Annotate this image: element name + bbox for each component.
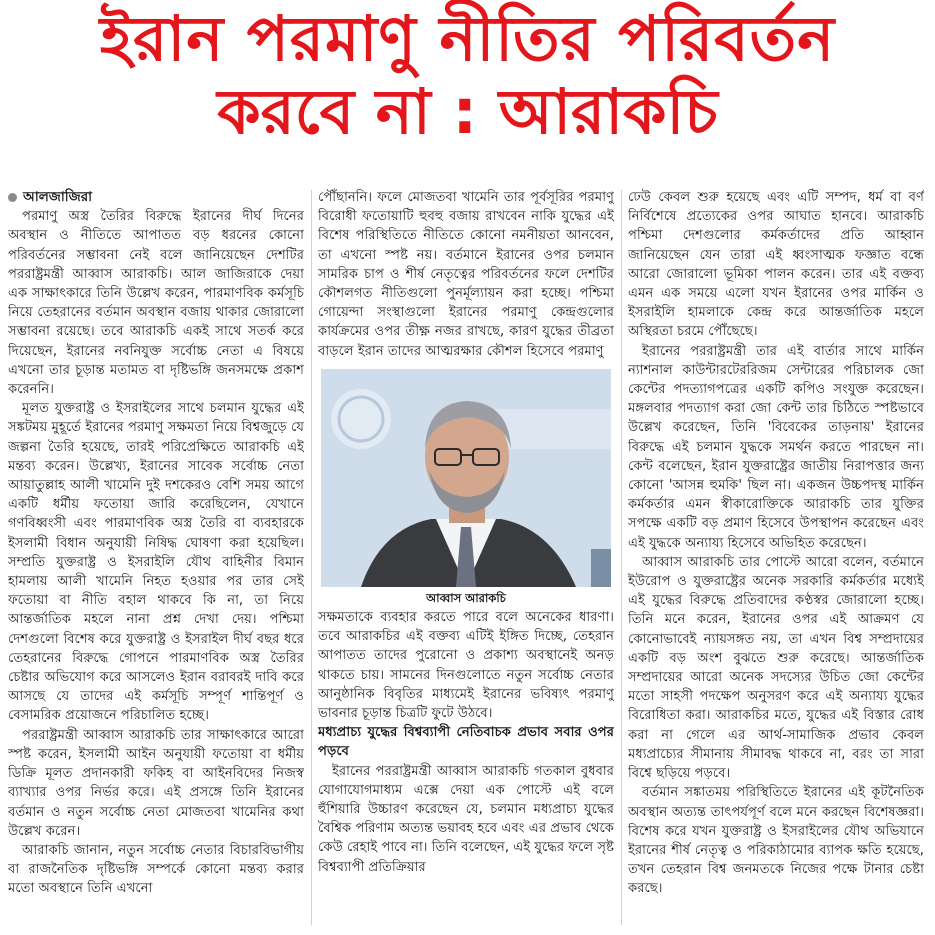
- paragraph: ইরানের পররাষ্ট্রমন্ত্রী তার এই বার্তার সাথে মার্কিন ন্যাশনাল কাউন্টারটেররিজম সেন্টারের পরিচালক জো কেন্টের পদত্যাগপত্রের একটি কপিও সংযুক্ত করেছেন। মঙ্গলবার পদত্যাগ করা জো কেন্ট তার চিঠিতে স্পষ্টভাবে উল্লেখ করেছেন, তিনি 'বিবেকের তাড়নায়' ইরানের বিরুদ্ধে এই চলমান যুদ্ধকে সমর্থন করতে পারছেন না। কেন্ট বলেছেন, ইরান যুক্তরাষ্ট্রের জাতীয় নিরাপত্তার জন্য কোনো 'আসন্ন হুমকি' ছিল না। একজন উচ্চপদস্থ মার্কিন কর্মকর্তার এমন স্বীকারোক্তিকে আরাকচি তার যুক্তির সপক্ষে একটি বড় প্রমাণ হিসেবে উপস্থাপন করেছেন এবং এই যুদ্ধকে অন্যায্য হিসেবে অভিহিত করেছেন।: [628, 343, 924, 551]
- paragraph: পৌঁছাননি। ফলে মোজতবা খামেনি তার পূর্বসূরির পরমাণু বিরোধী ফতোয়াটি হুবহু বজায় রাখবেন নাকি যুদ্ধের এই বিশেষ পরিস্থিতিতে নীতিতে কোনো নমনীয়তা আনবেন, তা এখনো স্পষ্ট নয়। বর্তমানে ইরানের ওপর চলমান সামরিক চাপ ও শীর্ষ নেতৃত্বের পরিবর্তনের ফলে দেশটির কৌশলগত নীতিগুলো পুনর্মূল্যায়ন করা হচ্ছে। পশ্চিমা গোয়েন্দা সংস্থাগুলো ইরানের পরমাণু কেন্দ্রগুলোর কার্যক্রমের ওপর তীক্ষ্ণ নজর রাখছে, কারণ যুদ্ধের তীব্রতা বাড়লে ইরান তাদের আত্মরক্ষার কৌশল হিসেবে পরমাণু: [318, 190, 614, 359]
- paragraph: পররাষ্ট্রমন্ত্রী আব্বাস আরাকচি তার সাক্ষাৎকারে আরো স্পষ্ট করেন, ইসলামী আইন অনুযায়ী ফতোয়া বা ধর্মীয় ডিক্রি মূলত প্রদানকারী ফকিহ বা আইনবিদের নিজস্ব ব্যাখ্যার ওপর নির্ভর করে। এই প্রসঙ্গে তিনি ইরানের বর্তমান ও নতুন সর্বোচ্চ নেতা মোজতবা খামেনির কথা উল্লেখ করেন।: [8, 727, 304, 839]
- article-column-1: [8, 188, 304, 928]
- paragraph: মূলত যুক্তরাষ্ট্র ও ইসরাইলের সাথে চলমান যুদ্ধের এই সঙ্কটময় মুহূর্তে ইরানের পরমাণু সক্ষমতা নিয়ে বিশ্বজুড়ে যে জল্পনা তৈরি হয়েছে, তারই পরিপ্রেক্ষিতে আরাকচি এই মন্তব্য করেন। উল্লেখ্য, ইরানের সাবেক সর্বোচ্চ নেতা আয়াতুল্লাহ আলী খামেনি দুই দশকেরও বেশি সময় আগে একটি ধর্মীয় ফতোয়া জারি করেছিলেন, যেখানে গণবিধ্বংসী এবং পারমাণবিক অস্ত্র তৈরি বা ব্যবহারকে ইসলামী বিধান অনুযায়ী নিষিদ্ধ ঘোষণা করা হয়েছিল। সম্প্রতি যুক্তরাষ্ট্র ও ইসরাইলি যৌথ বাহিনীর বিমান হামলায় আলী খামেনি নিহত হওয়ার পর তার সেই ফতোয়া বা নীতি বহাল থাকবে কি না, তা নিয়ে আন্তর্জাতিক মহলে নানা প্রশ্ন দেখা দেয়। পশ্চিমা দেশগুলো বিশেষ করে যুক্তরাষ্ট্র ও ইসরাইল দীর্ঘ বছর ধরে তেহরানের বিরুদ্ধে গোপনে পারমাণবিক অস্ত্র তৈরির চেষ্টার অভিযোগ করে আসলেও ইরান বরাবরই দাবি করে আসছে যে তাদের এই কর্মসূচি সম্পূর্ণ শান্তিপূর্ণ ও বেসামরিক প্রয়োজনে পরিচালিত হচ্ছে।: [8, 401, 304, 724]
- paragraph: আব্বাস আরাকচি তার পোস্টে আরো বলেন, বর্তমানে ইউরোপ ও যুক্তরাষ্ট্রের অনেক সরকারি কর্মকর্তার মধ্যেই এই যুদ্ধের বিরুদ্ধে প্রতিবাদের কণ্ঠস্বর জোরালো হচ্ছে। তিনি মনে করেন, ইরানের ওপর এই আক্রমণ যে কোনোভাবেই ন্যায়সঙ্গত নয়, তা এখন বিশ্ব সম্প্রদায়ের একটি বড় অংশ বুঝতে শুরু করেছে। আন্তর্জাতিক সম্প্রদায়ের আরো অনেক সদস্যের উচিত জো কেন্টের মতো সাহসী পদক্ষেপ অনুসরণ করে এই অন্যায্য যুদ্ধের বিরোধিতা করা। আরাকচির মতে, যুদ্ধের এই বিস্তার রোধ করা না গেলে এর আর্থ-সামাজিক প্রভাব কেবল মধ্যপ্রাচ্যের সীমানায় সীমাবদ্ধ থাকবে না, বরং তা সারা বিশ্বে ছড়িয়ে পড়বে।: [628, 554, 924, 782]
- byline: [8, 188, 304, 207]
- headline: [0, 4, 935, 147]
- article-column-3: [628, 188, 924, 928]
- article-column-2: [318, 188, 614, 928]
- column-divider: [621, 190, 622, 925]
- photo-caption: আব্বাস আরাকচি: [426, 590, 506, 605]
- paragraph: ঢেউ কেবল শুরু হয়েছে এবং এটি সম্পদ, ধর্ম বা বর্ণ নির্বিশেষে প্রত্যেকের ওপর আঘাত হানবে। আরাকচি পশ্চিমা দেশগুলোর কর্মকর্তাদের প্রতি আহ্বান জানিয়েছেন যেন তারা এই ধ্বংসাত্মক ফজ্ঞাত বন্ধে আরো জোরালো ভূমিকা পালন করেন। তার এই বক্তব্য এমন এক সময়ে এলো যখন ইরানের ওপর মার্কিন ও ইসরাইলি হামলাকে কেন্দ্র করে আন্তর্জাতিক মহলে অস্থিরতা চরমে পৌঁছেছে।: [628, 190, 924, 340]
- byline-text: আলজাজিরা: [23, 189, 93, 205]
- column-divider: [311, 190, 312, 925]
- portrait-photo: [321, 369, 611, 587]
- portrait-illustration: [321, 369, 611, 587]
- headline-line-2: করবে না : আরাকচি: [217, 75, 718, 149]
- subheading: মধ্যপ্রাচ্য যুদ্ধের বিশ্বব্যাপী নেতিবাচক প্রভাব সবার ওপর পড়বে: [318, 725, 614, 760]
- paragraph: ইরানের পররাষ্ট্রমন্ত্রী আব্বাস আরাকচি গতকাল বুধবার যোগাযোগমাধ্যম এক্সে দেয়া এক পোস্টে এই বলে হুঁশিয়ারি উচ্চারণ করেছেন যে, চলমান মধ্যপ্রাচ্য যুদ্ধের বৈশ্বিক পরিণাম অত্যন্ত ভয়াবহ হবে এবং এর প্রভাব থেকে কেউ রেহাই পাবে না। তিনি বলেছেন, এই যুদ্ধের ফলে সৃষ্ট বিশ্বব্যাপী প্রতিক্রিয়ার: [318, 763, 614, 875]
- headline-line-1: ইরান পরমাণু নীতির পরিবর্তন: [99, 2, 836, 75]
- bullet-icon: [8, 193, 17, 202]
- paragraph: আরাকচি জানান, নতুন সর্বোচ্চ নেতার বিচারবিভাগীয় বা রাজনৈতিক দৃষ্টিভঙ্গি সম্পর্কে কোনো মন্তব্য করার মতো অবস্থানে তিনি এখনো: [8, 842, 304, 897]
- paragraph: পরমাণু অস্ত্র তৈরির বিরুদ্ধে ইরানের দীর্ঘ দিনের অবস্থান ও নীতিতে আপাতত বড় ধরনের কোনো পরিবর্তনের সম্ভাবনা নেই বলে জানিয়েছেন দেশটির পররাষ্ট্রমন্ত্রী আব্বাস আরাকচি। আল জাজিরাকে দেয়া এক সাক্ষাৎকারে তিনি উল্লেখ করেন, পারমাণবিক কর্মসূচি নিয়ে তেহরানের বর্তমান অবস্থান বজায় থাকার জোরালো সম্ভাবনা রয়েছে। তবে আরাকচি একই সাথে সতর্ক করে দিয়েছেন, ইরানের নবনিযুক্ত সর্বোচ্চ নেতা এ বিষয়ে এখনো তার চূড়ান্ত মতামত বা দৃষ্টিভঙ্গি জনসমক্ষে প্রকাশ করেননি।: [8, 209, 304, 398]
- paragraph: বর্তমান সঙ্কাতময় পরিস্থিতিতে ইরানের এই কূটনৈতিক অবস্থান অত্যন্ত তাৎপর্যপূর্ণ বলে মনে করছেন বিশেষজ্ঞরা। বিশেষ করে যখন যুক্তরাষ্ট্র ও ইসরাইলের যৌথ অভিযানে ইরানের শীর্ষ নেতৃত্ব ও পরিকাঠামোর ব্যাপক ক্ষতি হয়েছে, তখন তেহরান বিশ্ব জনমতকে নিজের পক্ষে টানার চেষ্টা করছে।: [628, 785, 924, 897]
- paragraph: সক্ষমতাকে ব্যবহার করতে পারে বলে অনেকের ধারণা। তবে আরাকচির এই বক্তব্য এটিই ইঙ্গিত দিচ্ছে, তেহরান আপাতত তাদের পুরোনো ও প্রকাশ্য অবস্থানেই অনড় থাকতে চায়। সামনের দিনগুলোতে নতুন সর্বোচ্চ নেতার আনুষ্ঠানিক বিবৃতির মাধ্যমেই ইরানের ভবিষ্যৎ পরমাণু ভাবনার চূড়ান্ত চিত্রটি ফুটে উঠবে।: [318, 610, 614, 722]
